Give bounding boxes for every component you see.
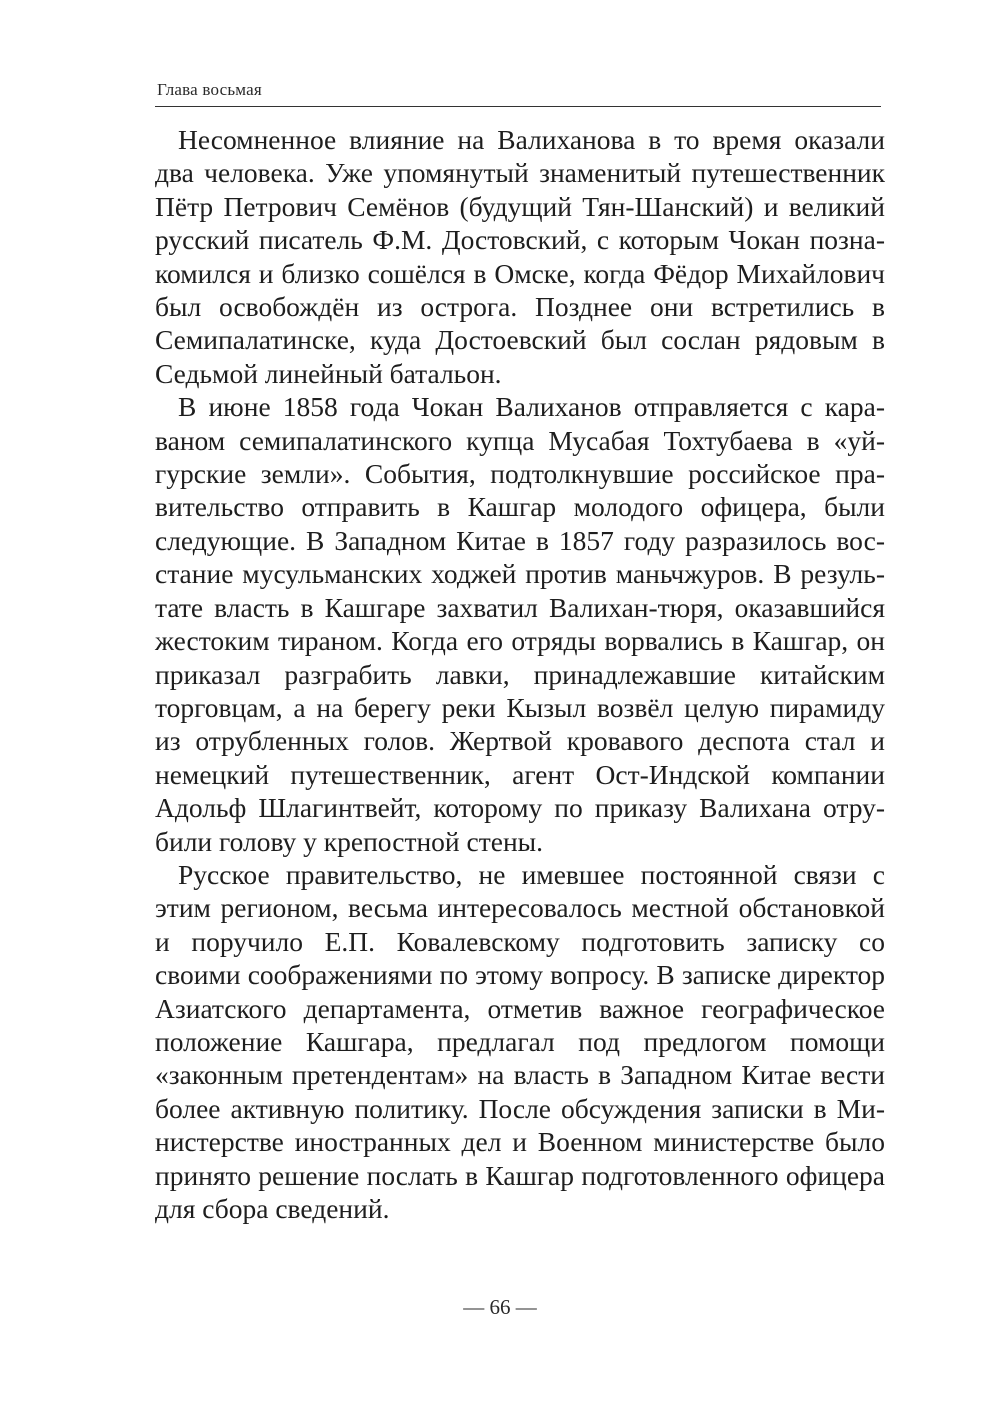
paragraph-3: Русское правительство, не имевшее постоянной связи с этим регионом, весьма интересовалось местной обстановкой и поручило Е.П. Ковалевскому подготовить записку со своими соображениями по этому вопросу. В записке директор Азиатского департамента, отметив важное географическое положение Кашгара, предлагал под предлогом помощи «законным претендентам» на власть в Западном Китае вести более активную политику. После обсуждения записки в Министерстве иностранных дел и Военном министерстве было принято решение послать в Кашгар подготовленного офицера для сбора сведений. — [155, 858, 885, 1224]
paragraph-1: Несомненное влияние на Валиханова в то время оказали два человека. Уже упомянутый знаменитый путешественник Пётр Петрович Семёнов (будущий Тян-Шанский) и великий русский писатель Ф.М. Достовский, с которым Чокан познакомился и близко сошёлся в Омске, когда Фёдор Михайлович был освобождён из острога. Позднее они встретились в Семипалатинске, куда Достоевский был сослан рядовым в Седьмой линейный батальон. — [155, 124, 885, 389]
paragraph-2: В июне 1858 года Чокан Валиханов отправляется с караваном семипалатинского купца Мусабая Тохтубаева в «уйгурские земли». События, подтолкнувшие российское правительство отправить в Кашгар молодого офицера, были следующие. В Западном Китае в 1857 году разразилось восстание мусульманских ходжей против маньчжуров. В результате власть в Кашгаре захватил Валихан-тюря, оказавшийся жестоким тираном. Когда его отряды ворвались в Кашгар, он приказал разграбить лавки, принадлежавшие китайским торговцам, а на берегу реки Кызыл возвёл целую пирамиду из отрубленных голов. Жертвой кровавого деспота стал и немецкий путешественник, агент Ост-Индской компании Адольф Шлагинтвейт, которому по приказу Валихана отрубили голову у крепостной стены. — [155, 391, 885, 857]
running-head: Глава восьмая — [157, 80, 262, 99]
page-number: — 66 — — [463, 1295, 537, 1319]
body-text — [155, 123, 885, 1225]
header-rule — [155, 106, 881, 107]
